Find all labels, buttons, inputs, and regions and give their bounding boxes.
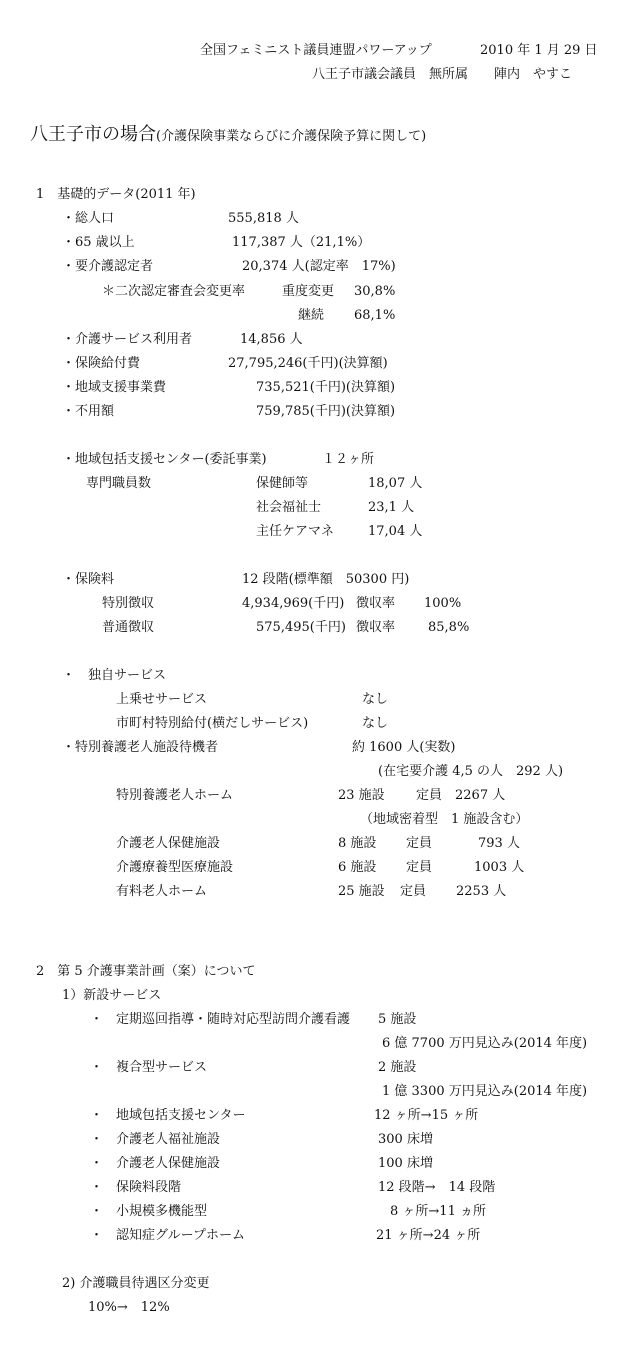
rouken-count: 8 施設 (338, 836, 377, 851)
unused-value: 759,785(千円)(決算額) (256, 404, 396, 419)
section2-sub2-value: 10%→ 12% (88, 1300, 170, 1315)
support-label: ・地域支援事業費 (62, 380, 167, 395)
rouken-label: 介護老人保健施設 (116, 836, 221, 851)
tokuyou-note: （地域密着型 1 施設含む） (360, 812, 529, 827)
rouken-cap-label: 定員 (406, 836, 433, 851)
gh-value: 21 ヶ所→24 ヶ所 (376, 1228, 481, 1243)
staff-label: 専門職員数 (86, 476, 152, 491)
tokuyou-cap: 定員 2267 人 (416, 788, 506, 803)
special-label: 特別徴収 (102, 596, 155, 611)
waiting-value: 約 1600 人(実数) (352, 740, 456, 755)
section2-sub1: 1）新設サービス (62, 988, 162, 1003)
yuryo-label: 有料老人ホーム (116, 884, 208, 899)
shokibo-value: 8 ヶ所→11 ヵ所 (390, 1204, 486, 1219)
teiki-budget: 6 億 7700 万円見込み(2014 年度) (382, 1036, 588, 1051)
review-change-value: 30,8% (354, 284, 396, 299)
section2-heading: 2 第 5 介護事業計画（案）について (36, 964, 256, 979)
waiting-note: (在宅要介護 4,5 の人 292 人) (378, 764, 564, 779)
special-rate-label: 徴収率 (356, 596, 396, 611)
over65-label: ・65 歳以上 (62, 235, 135, 250)
pop-value: 555,818 人 (228, 211, 299, 226)
caremgr-value: 17,04 人 (368, 524, 423, 539)
waiting-label: ・特別養護老人施設待機者 (62, 740, 219, 755)
center-label: ・地域包括支援センター(委託事業) (62, 452, 267, 467)
yuryo-cap-label: 定員 (400, 884, 427, 899)
upper-value: なし (362, 692, 389, 707)
care-value: 20,374 人(認定率 17%) (242, 259, 396, 274)
yuryo-count: 25 施設 (338, 884, 385, 899)
tokuyou-label: 特別養護老人ホーム (116, 788, 234, 803)
upper-label: 上乗せサービス (116, 692, 208, 707)
review-cont-label: 継続 (298, 308, 325, 323)
center-value: １２ヶ所 (322, 452, 375, 467)
hoken-label: ・ 介護老人保健施設 (90, 1156, 221, 1171)
yuryo-cap: 2253 人 (456, 884, 507, 899)
normal-amount: 575,495(千円) (256, 620, 346, 635)
review-cont-value: 68,1% (354, 308, 396, 323)
users-label: ・介護サービス利用者 (62, 332, 193, 347)
chiiki-label: ・ 地域包括支援センター (90, 1108, 246, 1123)
benefit-label: ・保険給付費 (62, 356, 141, 371)
premium-label: ・保険料 (62, 572, 115, 587)
users-value: 14,856 人 (240, 332, 303, 347)
special-rate: 100% (424, 596, 462, 611)
ryouyou-cap: 1003 人 (474, 860, 525, 875)
own-label: ・ 独自サービス (62, 668, 167, 683)
pop-label: ・総人口 (62, 211, 115, 226)
page-title (30, 126, 426, 144)
fukushi-label: ・ 介護老人福祉施設 (90, 1132, 221, 1147)
header-org: 全国フェミニスト議員連盟パワーアップ (200, 43, 432, 58)
special-amount: 4,934,969(千円) (242, 596, 345, 611)
city-value: なし (362, 716, 389, 731)
welfare-value: 23,1 人 (368, 500, 415, 515)
caremgr-label: 主任ケアマネ (256, 524, 335, 539)
fukugo-budget: 1 億 3300 万円見込み(2014 年度) (382, 1084, 588, 1099)
city-label: 市町村特別給付(横だしサービス) (116, 716, 309, 731)
review-change-label: 重度変更 (282, 284, 335, 299)
care-label: ・要介護認定者 (62, 259, 154, 274)
normal-rate: 85,8% (428, 620, 470, 635)
welfare-label: 社会福祉士 (256, 500, 322, 515)
section1-heading: 1 基礎的データ(2011 年) (36, 187, 196, 202)
fukugo-value: 2 施設 (378, 1060, 417, 1075)
normal-label: 普通徴収 (102, 620, 155, 635)
review-label: ＊二次認定審査会変更率 (102, 284, 246, 299)
premium-stage-value: 12 段階→ 14 段階 (378, 1180, 496, 1195)
nurse-value: 18,07 人 (368, 476, 423, 491)
gh-label: ・ 認知症グループホーム (90, 1228, 245, 1243)
normal-rate-label: 徴収率 (356, 620, 396, 635)
page-title-main: 八王子市の場合 (30, 124, 156, 145)
teiki-value: 5 施設 (378, 1012, 417, 1027)
header-author: 八王子市議会議員 無所属 陣内 やすこ (312, 67, 573, 82)
rouken-cap: 793 人 (478, 836, 520, 851)
ryouyou-label: 介護療養型医療施設 (116, 860, 234, 875)
teiki-label: ・ 定期巡回指導・随時対応型訪問介護看護 (90, 1012, 351, 1027)
unused-label: ・不用額 (62, 404, 115, 419)
ryouyou-count: 6 施設 (338, 860, 377, 875)
shokibo-label: ・ 小規模多機能型 (90, 1204, 208, 1219)
nurse-label: 保健師等 (256, 476, 309, 491)
header-date: 2010 年 1 月 29 日 (480, 43, 598, 58)
hoken-value: 100 床増 (378, 1156, 433, 1171)
tokuyou-count: 23 施設 (338, 788, 385, 803)
ryouyou-cap-label: 定員 (406, 860, 433, 875)
section2-sub2: 2) 介護職員待遇区分変更 (62, 1276, 210, 1291)
page-title-sub: (介護保険事業ならびに介護保険予算に関して) (156, 129, 427, 144)
over65-value: 117,387 人（21,1%） (232, 235, 371, 250)
support-value: 735,521(千円)(決算額) (256, 380, 396, 395)
chiiki-value: 12 ヶ所→15 ヶ所 (374, 1108, 479, 1123)
premium-stage-label: ・ 保険料段階 (90, 1180, 182, 1195)
fukushi-value: 300 床増 (378, 1132, 433, 1147)
fukugo-label: ・ 複合型サービス (90, 1060, 208, 1075)
premium-value: 12 段階(標準額 50300 円) (242, 572, 410, 587)
benefit-value: 27,795,246(千円)(決算額) (228, 356, 388, 371)
